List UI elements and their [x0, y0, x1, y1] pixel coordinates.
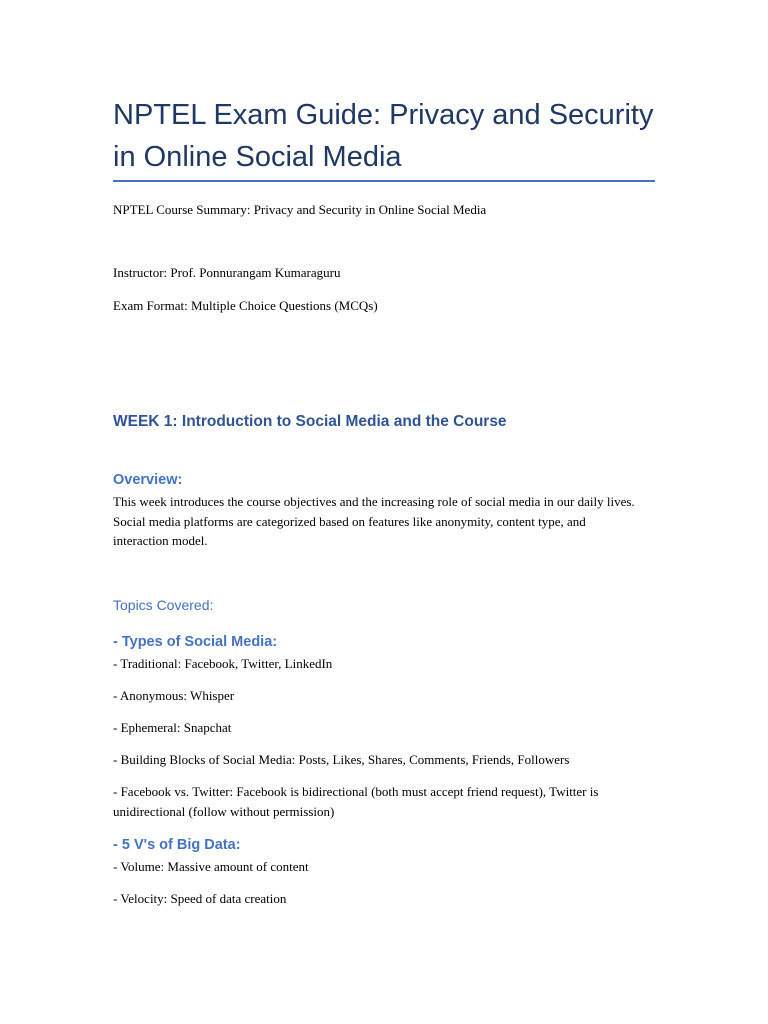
- list-item: - Facebook vs. Twitter: Facebook is bidirectional (both must accept friend request), Twitter is unidirectional (follow without permission): [113, 784, 599, 819]
- course-summary: NPTEL Course Summary: Privacy and Security in Online Social Media: [113, 202, 487, 217]
- list-item: - Ephemeral: Snapchat: [113, 720, 232, 735]
- list-item: - Velocity: Speed of data creation: [113, 891, 287, 906]
- week1-heading: WEEK 1: Introduction to Social Media and the Course: [113, 413, 507, 430]
- title-underline: [113, 180, 655, 182]
- types-of-social-media-heading: - Types of Social Media:: [113, 634, 278, 650]
- topics-covered-heading: Topics Covered:: [113, 597, 214, 613]
- exam-format-line: Exam Format: Multiple Choice Questions (MCQs): [113, 298, 378, 313]
- instructor-line: Instructor: Prof. Ponnurangam Kumaraguru: [113, 265, 341, 280]
- overview-text: This week introduces the course objectives and the increasing role of social media in our daily lives. Social media platforms are categorized based on features like anonymity, content type, and interaction model.: [113, 494, 635, 548]
- list-item: - Volume: Massive amount of content: [113, 859, 309, 874]
- list-item: - Building Blocks of Social Media: Posts, Likes, Shares, Comments, Friends, Followers: [113, 752, 570, 767]
- list-item: - Traditional: Facebook, Twitter, LinkedIn: [113, 656, 333, 671]
- list-item: - Anonymous: Whisper: [113, 688, 235, 703]
- document-title: NPTEL Exam Guide: Privacy and Security in Online Social Media: [113, 99, 654, 173]
- big-data-heading: - 5 V's of Big Data:: [113, 837, 241, 853]
- overview-heading: Overview:: [113, 472, 183, 488]
